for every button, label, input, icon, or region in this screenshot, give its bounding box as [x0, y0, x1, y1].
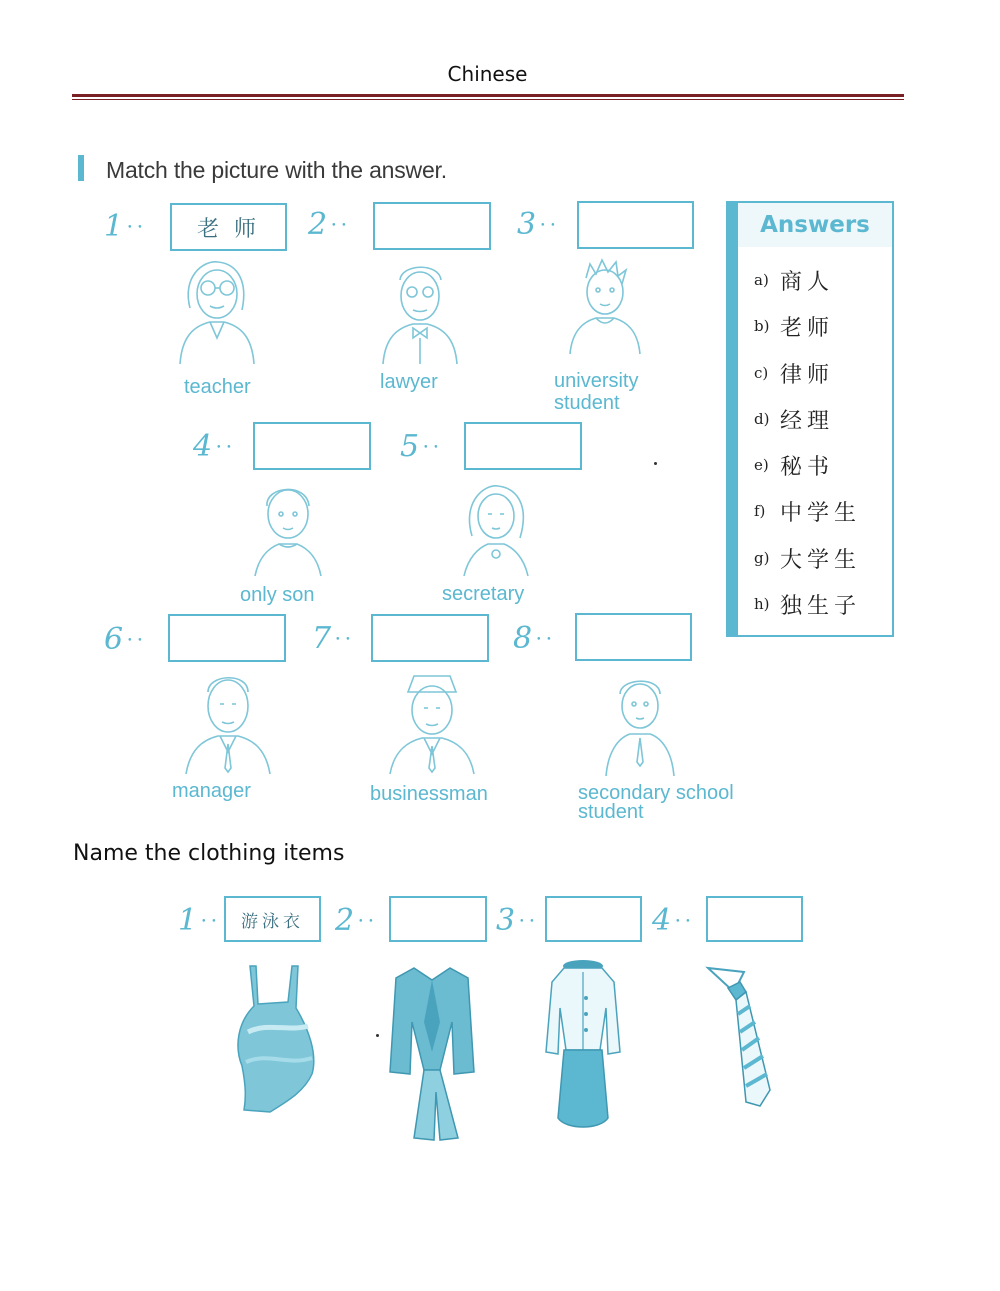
- answer-box-3[interactable]: [577, 201, 694, 249]
- clothing-answer-box-3[interactable]: [545, 896, 642, 942]
- answer-option-letter: a): [754, 271, 769, 289]
- answer-box-1[interactable]: 老 师: [170, 203, 287, 251]
- tie-icon: [704, 962, 776, 1110]
- item-number: 4 • •: [193, 432, 233, 462]
- secondary-school-student-illustration: [600, 672, 680, 778]
- answer-option-text: 秘书: [780, 454, 835, 480]
- swimsuit-icon: [228, 962, 320, 1116]
- answer-option-letter: e): [754, 456, 769, 474]
- instruction-marker: [78, 155, 84, 181]
- answer-option-letter: h): [754, 595, 770, 613]
- answers-panel: [726, 201, 894, 637]
- answer-option-letter: g): [754, 549, 770, 567]
- page-header-title: Chinese: [447, 62, 528, 86]
- instruction-text: Match the picture with the answer.: [106, 157, 447, 183]
- suit-icon: [384, 962, 480, 1142]
- answer-box-2[interactable]: [373, 202, 491, 250]
- skirt-suit-icon: [540, 958, 626, 1144]
- clothing-answer-box-4[interactable]: [706, 896, 803, 942]
- role-label-only-son: only son: [240, 584, 315, 606]
- answer-option-text: 商人: [780, 269, 835, 295]
- item-number: 2 • •: [335, 906, 375, 936]
- clothing-answer-box-2[interactable]: [389, 896, 487, 942]
- secretary-illustration: [454, 482, 538, 578]
- answer-option-text: 大学生: [780, 547, 862, 573]
- answer-option-c: [754, 358, 834, 388]
- answer-option-h: [754, 589, 861, 619]
- answer-box-8[interactable]: [575, 613, 692, 661]
- answer-option-letter: b): [754, 317, 770, 335]
- lawyer-illustration: [375, 258, 465, 366]
- role-label-manager: manager: [172, 780, 251, 802]
- answer-option-a: [754, 265, 834, 295]
- role-label-secondary-school-student-line2: student: [578, 801, 644, 823]
- answer-option-d: [754, 404, 834, 434]
- item-number: 7 • •: [312, 624, 352, 654]
- answer-option-f: [754, 496, 861, 526]
- answer-option-b: [754, 311, 834, 341]
- businessman-illustration: [384, 670, 480, 776]
- answers-title: Answers: [738, 203, 892, 247]
- answer-box-7[interactable]: [371, 614, 489, 662]
- answer-option-e: [754, 450, 834, 480]
- teacher-illustration: [172, 258, 262, 366]
- section2-title: Name the clothing items: [73, 841, 345, 866]
- item-number: 8 • •: [513, 624, 553, 654]
- item-number: 4 • •: [652, 906, 692, 936]
- answer-option-letter: f): [754, 502, 766, 520]
- clothing-answer-box-1[interactable]: 游泳衣: [224, 896, 321, 942]
- answer-option-text: 独生子: [780, 593, 862, 619]
- role-label-university-student-line2: student: [554, 392, 620, 414]
- answers-panel-strip: [728, 203, 738, 635]
- university-student-illustration: [560, 258, 650, 358]
- role-label-secretary: secretary: [442, 583, 525, 605]
- item-number: 1 • •: [104, 212, 144, 242]
- answer-box-5[interactable]: [464, 422, 582, 470]
- page-speck: [654, 462, 657, 465]
- manager-illustration: [180, 668, 276, 776]
- answer-option-text: 经理: [780, 408, 835, 434]
- item-number: 1 • •: [178, 906, 218, 936]
- header-rule-thin: [72, 99, 904, 100]
- answer-box-4[interactable]: [253, 422, 371, 470]
- answer-option-text: 律师: [780, 362, 835, 388]
- answer-option-text: 中学生: [780, 500, 862, 526]
- role-label-lawyer: lawyer: [380, 371, 438, 393]
- role-label-teacher: teacher: [184, 376, 251, 398]
- answer-option-letter: d): [754, 410, 770, 428]
- header-rule: [72, 94, 904, 97]
- answer-option-letter: c): [754, 364, 769, 382]
- answer-box-6[interactable]: [168, 614, 286, 662]
- item-number: 2 • •: [308, 210, 348, 240]
- answer-option-g: [754, 543, 861, 573]
- item-number: 3 • •: [517, 210, 557, 240]
- page-speck: [376, 1034, 379, 1037]
- item-number: 6 • •: [104, 625, 144, 655]
- role-label-businessman: businessman: [370, 783, 488, 805]
- role-label-secondary-school-student: secondary school: [578, 782, 734, 804]
- answer-option-text: 老师: [780, 315, 835, 341]
- item-number: 5 • •: [400, 432, 440, 462]
- item-number: 3 • •: [496, 906, 536, 936]
- role-label-university-student: university: [554, 370, 639, 392]
- only-son-illustration: [245, 478, 329, 578]
